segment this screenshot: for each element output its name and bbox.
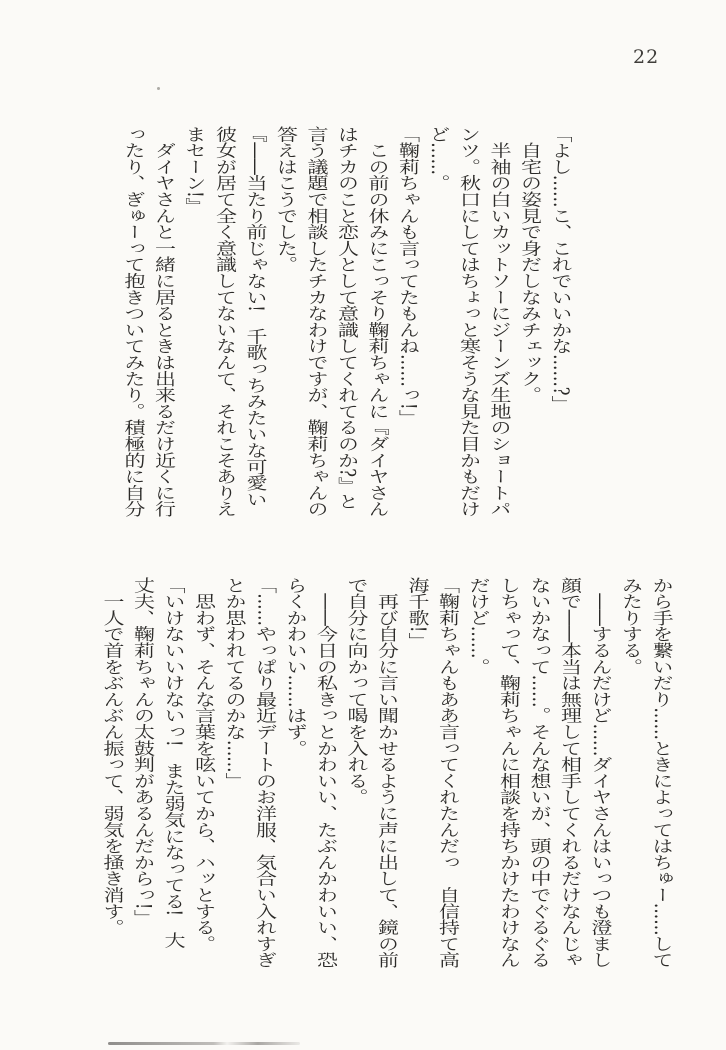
text-column: 半袖の白いカットソーにジーンズ生地のショートパ (488, 126, 512, 518)
text-column: 「よし……こ、これでいいかな……?」 (549, 126, 573, 412)
text-column: ないかなって……。そんな想いが、頭の中でぐるぐる (528, 577, 552, 969)
text-column: だけど……。 (467, 577, 491, 675)
text-column: しちゃって、鞠莉ちゃんに相談を持ちかけたわけなん (497, 577, 522, 969)
text-column: ダイヤさんと一緒に居るときは出来るだけ近くに行 (152, 126, 177, 518)
text-column: で自分に向かって喝を入れる。 (345, 577, 369, 806)
text-column: まセーン!』 (183, 126, 207, 215)
text-column: 彼女が居て全く意識してないなんて、それこそありえ (213, 126, 238, 518)
scan-artifact-bottom-edge (108, 1042, 300, 1045)
text-column: ったり、ぎゅーって抱きついてみたり。積極的に自分 (122, 126, 146, 518)
text-column: 「……やっぱり最近デートのお洋服、気合い入れすぎ (253, 577, 278, 969)
text-column: ど……。 (427, 126, 451, 192)
lower-text-block (98, 577, 678, 970)
text-column: 「いけないいけないっ! また弱気になってる! 大 (162, 577, 186, 949)
text-column: とか思われてるのかな……」 (223, 577, 247, 789)
text-column: ――今日の私きっとかわいい、たぶんかわいい、恐 (314, 577, 339, 969)
scan-speck (157, 87, 160, 90)
text-column: 丈夫、鞠莉ちゃんの太鼓判があるんだからっ!」 (131, 577, 156, 926)
text-column: 海千歌!」 (406, 577, 430, 649)
text-column: 再び自分に言い聞かせるように声に出して、鏡の前 (375, 577, 400, 969)
text-column: ンツ。秋口にしてはちょっと寒そうな見た目かもだけ (457, 126, 482, 518)
text-column: 思わず、そんな言葉を呟いてから、ハッとする。 (192, 577, 217, 952)
text-column: この前の休みにこっそり鞠莉ちゃんに『ダイヤさん (366, 126, 390, 518)
text-column: から手を繋いだり……ときによってはちゅー……して (650, 577, 674, 969)
upper-text-block (119, 126, 577, 519)
text-column: みたりする。 (619, 577, 644, 675)
text-column: はチカのこと恋人として意識してくれてるのか?』と (335, 126, 360, 510)
text-column: 言う議題で相談したチカなわけですが、鞠莉ちゃんの (305, 126, 329, 518)
page-number: 22 (633, 46, 660, 68)
text-column: 答えはこうでした。 (274, 126, 299, 273)
text-column: ――するんだけど……ダイヤさんはいっつも澄まし (589, 577, 613, 969)
text-column: 一人で首をぶんぶん振って、弱気を掻き消す。 (101, 577, 125, 936)
text-column: 顔で――本当は無理して相手してくれるだけなんじゃ (558, 577, 583, 969)
text-column: 『――当たり前じゃない! 千歌っちみたいな可愛い (244, 126, 268, 508)
text-column: らくかわいい……はず。 (284, 577, 308, 757)
text-column: 「鞠莉ちゃんも言ってたもんね……っ!」 (396, 126, 421, 426)
text-column: 「鞠莉ちゃんもああ言ってくれたんだっ 自信持て高 (436, 577, 461, 969)
text-column: 自宅の姿見で身だしなみチェック。 (518, 126, 543, 404)
